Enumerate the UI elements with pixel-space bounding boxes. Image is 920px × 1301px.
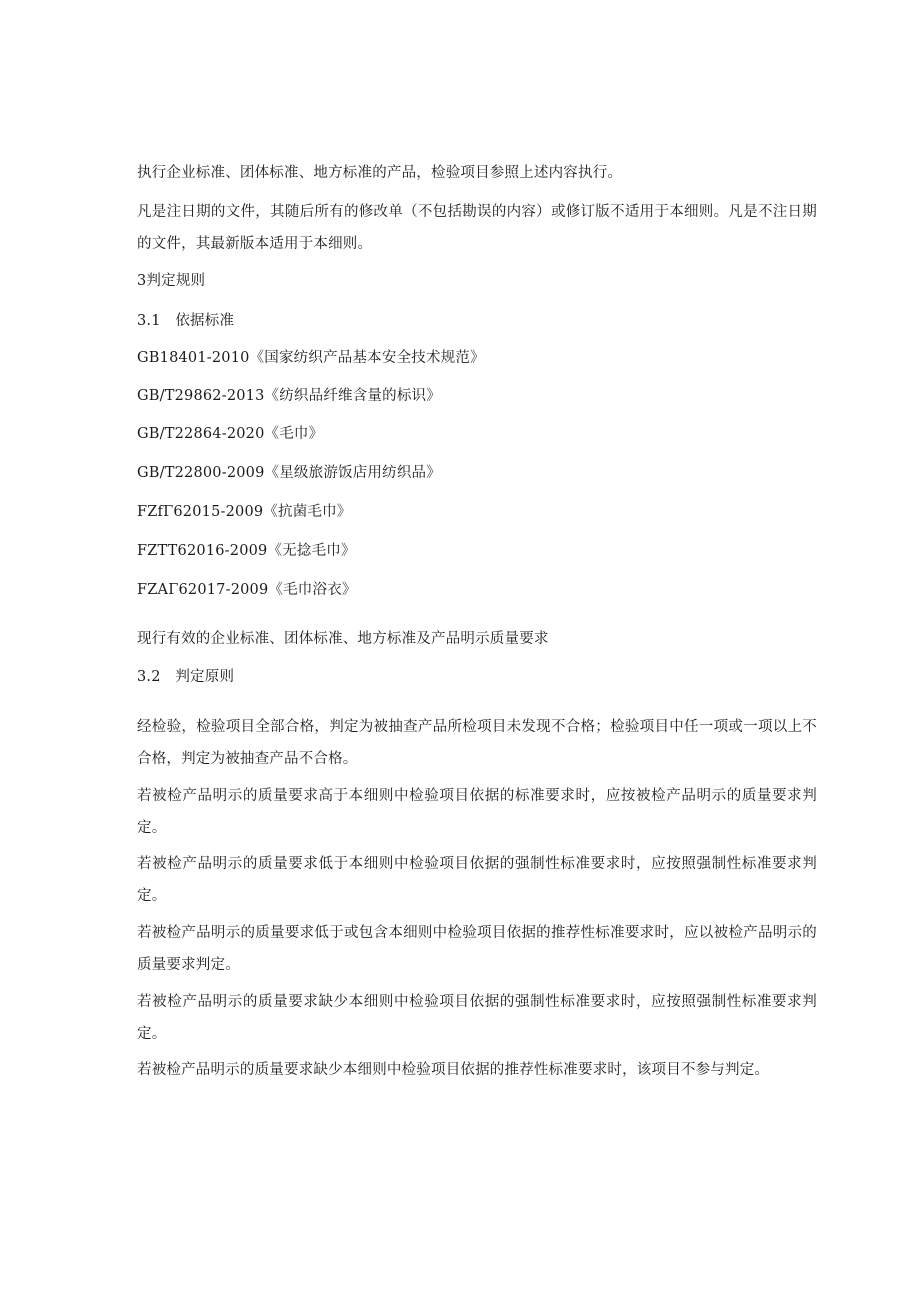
standards-note: 现行有效的企业标准、团体标准、地方标准及产品明示质量要求 xyxy=(137,631,549,647)
principle-paragraph: 经检验，检验项目全部合格，判定为被抽查产品所检项目未发现不合格；检验项目中任一项或一项以上不合格，判定为被抽查产品不合格。 xyxy=(137,719,817,767)
section-3-2-heading: 3.2 判定原则 xyxy=(137,669,235,685)
intro-line-2: 凡是注日期的文件，其随后所有的修改单（不包括勘误的内容）或修订版不适用于本细则。凡是不注日期的文件，其最新版本适用于本细则。 xyxy=(137,204,817,252)
standard-item: FZTT62016-2009《无捻毛巾》 xyxy=(137,543,356,559)
principle-paragraph: 若被检产品明示的质量要求高于本细则中检验项目依据的标准要求时，应按被检产品明示的质量要求判定。 xyxy=(137,788,817,836)
principle-paragraph: 若被检产品明示的质量要求低于本细则中检验项目依据的强制性标准要求时，应按照强制性标准要求判定。 xyxy=(137,856,817,904)
standard-item: GB/T29862-2013《纺织品纤维含量的标识》 xyxy=(137,388,441,404)
standard-item: GB/T22864-2020《毛巾》 xyxy=(137,426,324,442)
principle-paragraph: 若被检产品明示的质量要求缺少本细则中检验项目依据的强制性标准要求时，应按照强制性标准要求判定。 xyxy=(137,994,817,1042)
standard-item: FZAΓ62017-2009《毛巾浴衣》 xyxy=(137,582,357,598)
principle-paragraph: 若被检产品明示的质量要求低于或包含本细则中检验项目依据的推荐性标准要求时，应以被检产品明示的质量要求判定。 xyxy=(137,925,817,973)
section-3-1-heading: 3.1 依据标准 xyxy=(137,313,235,329)
standard-item: FZfΓ62015-2009《抗菌毛巾》 xyxy=(137,504,352,520)
intro-line-1: 执行企业标准、团体标准、地方标准的产品，检验项目参照上述内容执行。 xyxy=(137,165,623,181)
section-3-heading: 3判定规则 xyxy=(137,273,206,289)
standard-item: GB/T22800-2009《星级旅游饭店用纺织品》 xyxy=(137,465,441,481)
principle-paragraph: 若被检产品明示的质量要求缺少本细则中检验项目依据的推荐性标准要求时，该项目不参与判定。 xyxy=(137,1062,770,1078)
standard-item: GB18401-2010《国家纺织产品基本安全技术规范》 xyxy=(137,350,485,366)
